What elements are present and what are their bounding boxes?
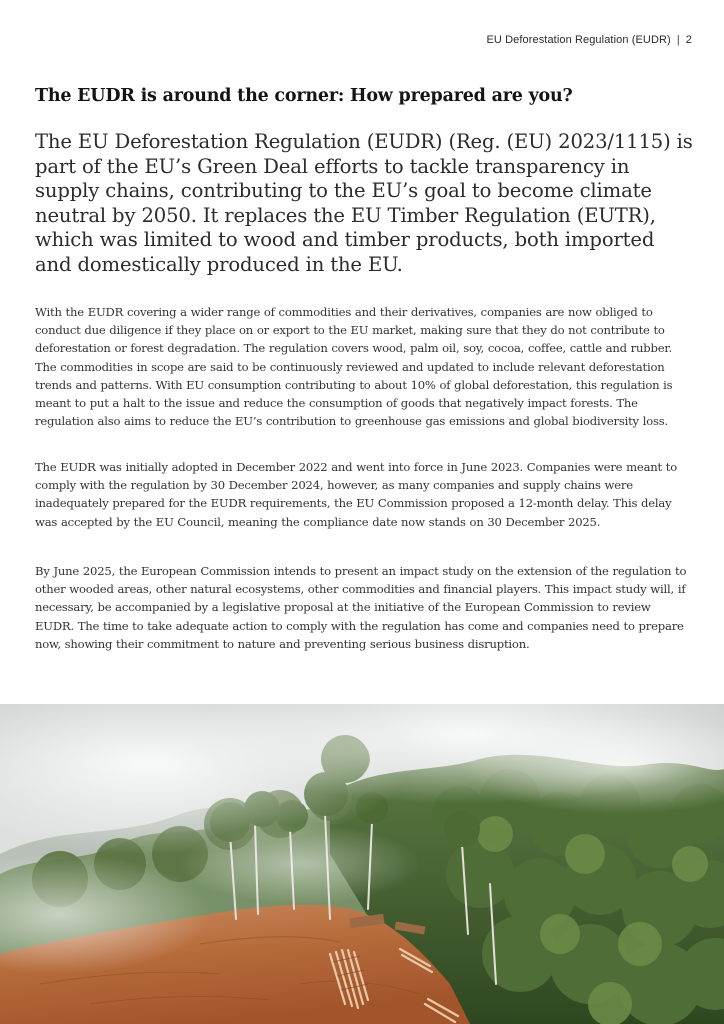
- running-header: [486, 34, 692, 46]
- body-paragraph-scope: With the EUDR covering a wider range of commodities and their derivatives, companies are now obliged to conduct due diligence if they place on or export to the EU market, making sure that they do not contribute to deforestation or forest degradation. The regulation covers wood, palm oil, soy, cocoa, coffee, cattle and rubber. The commodities in scope are said to be continuously reviewed and updated to include relevant deforestation trends and patterns. With EU consumption contributing to about 10% of global deforestation, this regulation is meant to put a halt to the issue and reduce the consumption of goods that negatively impact forests. The regulation also aims to reduce the EU’s contribution to greenhouse gas emissions and global biodiversity loss.: [35, 305, 673, 429]
- header-separator: |: [676, 34, 680, 46]
- document-title: EU Deforestation Regulation (EUDR): [486, 34, 671, 46]
- deforestation-photo: [0, 704, 724, 1024]
- page-number: 2: [685, 34, 692, 46]
- body-paragraph-timeline: The EUDR was initially adopted in December 2022 and went into force in June 2023. Companies were meant to comply with the regulation by 30 December 2024, however, as many companies and supply chains were inadequately prepared for the EUDR requirements, the EU Commission proposed a 12-month delay. This delay was accepted by the EU Council, meaning the compliance date now stands on 30 December 2025.: [35, 460, 678, 529]
- body-paragraph-outlook: By June 2025, the European Commission intends to present an impact study on the extension of the regulation to other wooded areas, other natural ecosystems, other commodities and financial players. This impact study will, if necessary, be accompanied by a legislative proposal at the initiative of the European Commission to review EUDR. The time to take adequate action to comply with the regulation has come and companies need to prepare now, showing their commitment to nature and preventing serious business disruption.: [35, 564, 687, 651]
- lead-paragraph: The EU Deforestation Regulation (EUDR) (Reg. (EU) 2023/1115) is part of the EU’s Green Deal efforts to tackle transparency in supply chains, contributing to the EU’s goal to become climate neutral by 2050. It replaces the EU Timber Regulation (EUTR), which was limited to wood and timber products, both imported and domestically produced in the EU.: [35, 130, 693, 276]
- page-heading: The EUDR is around the corner: How prepared are you?: [35, 86, 573, 106]
